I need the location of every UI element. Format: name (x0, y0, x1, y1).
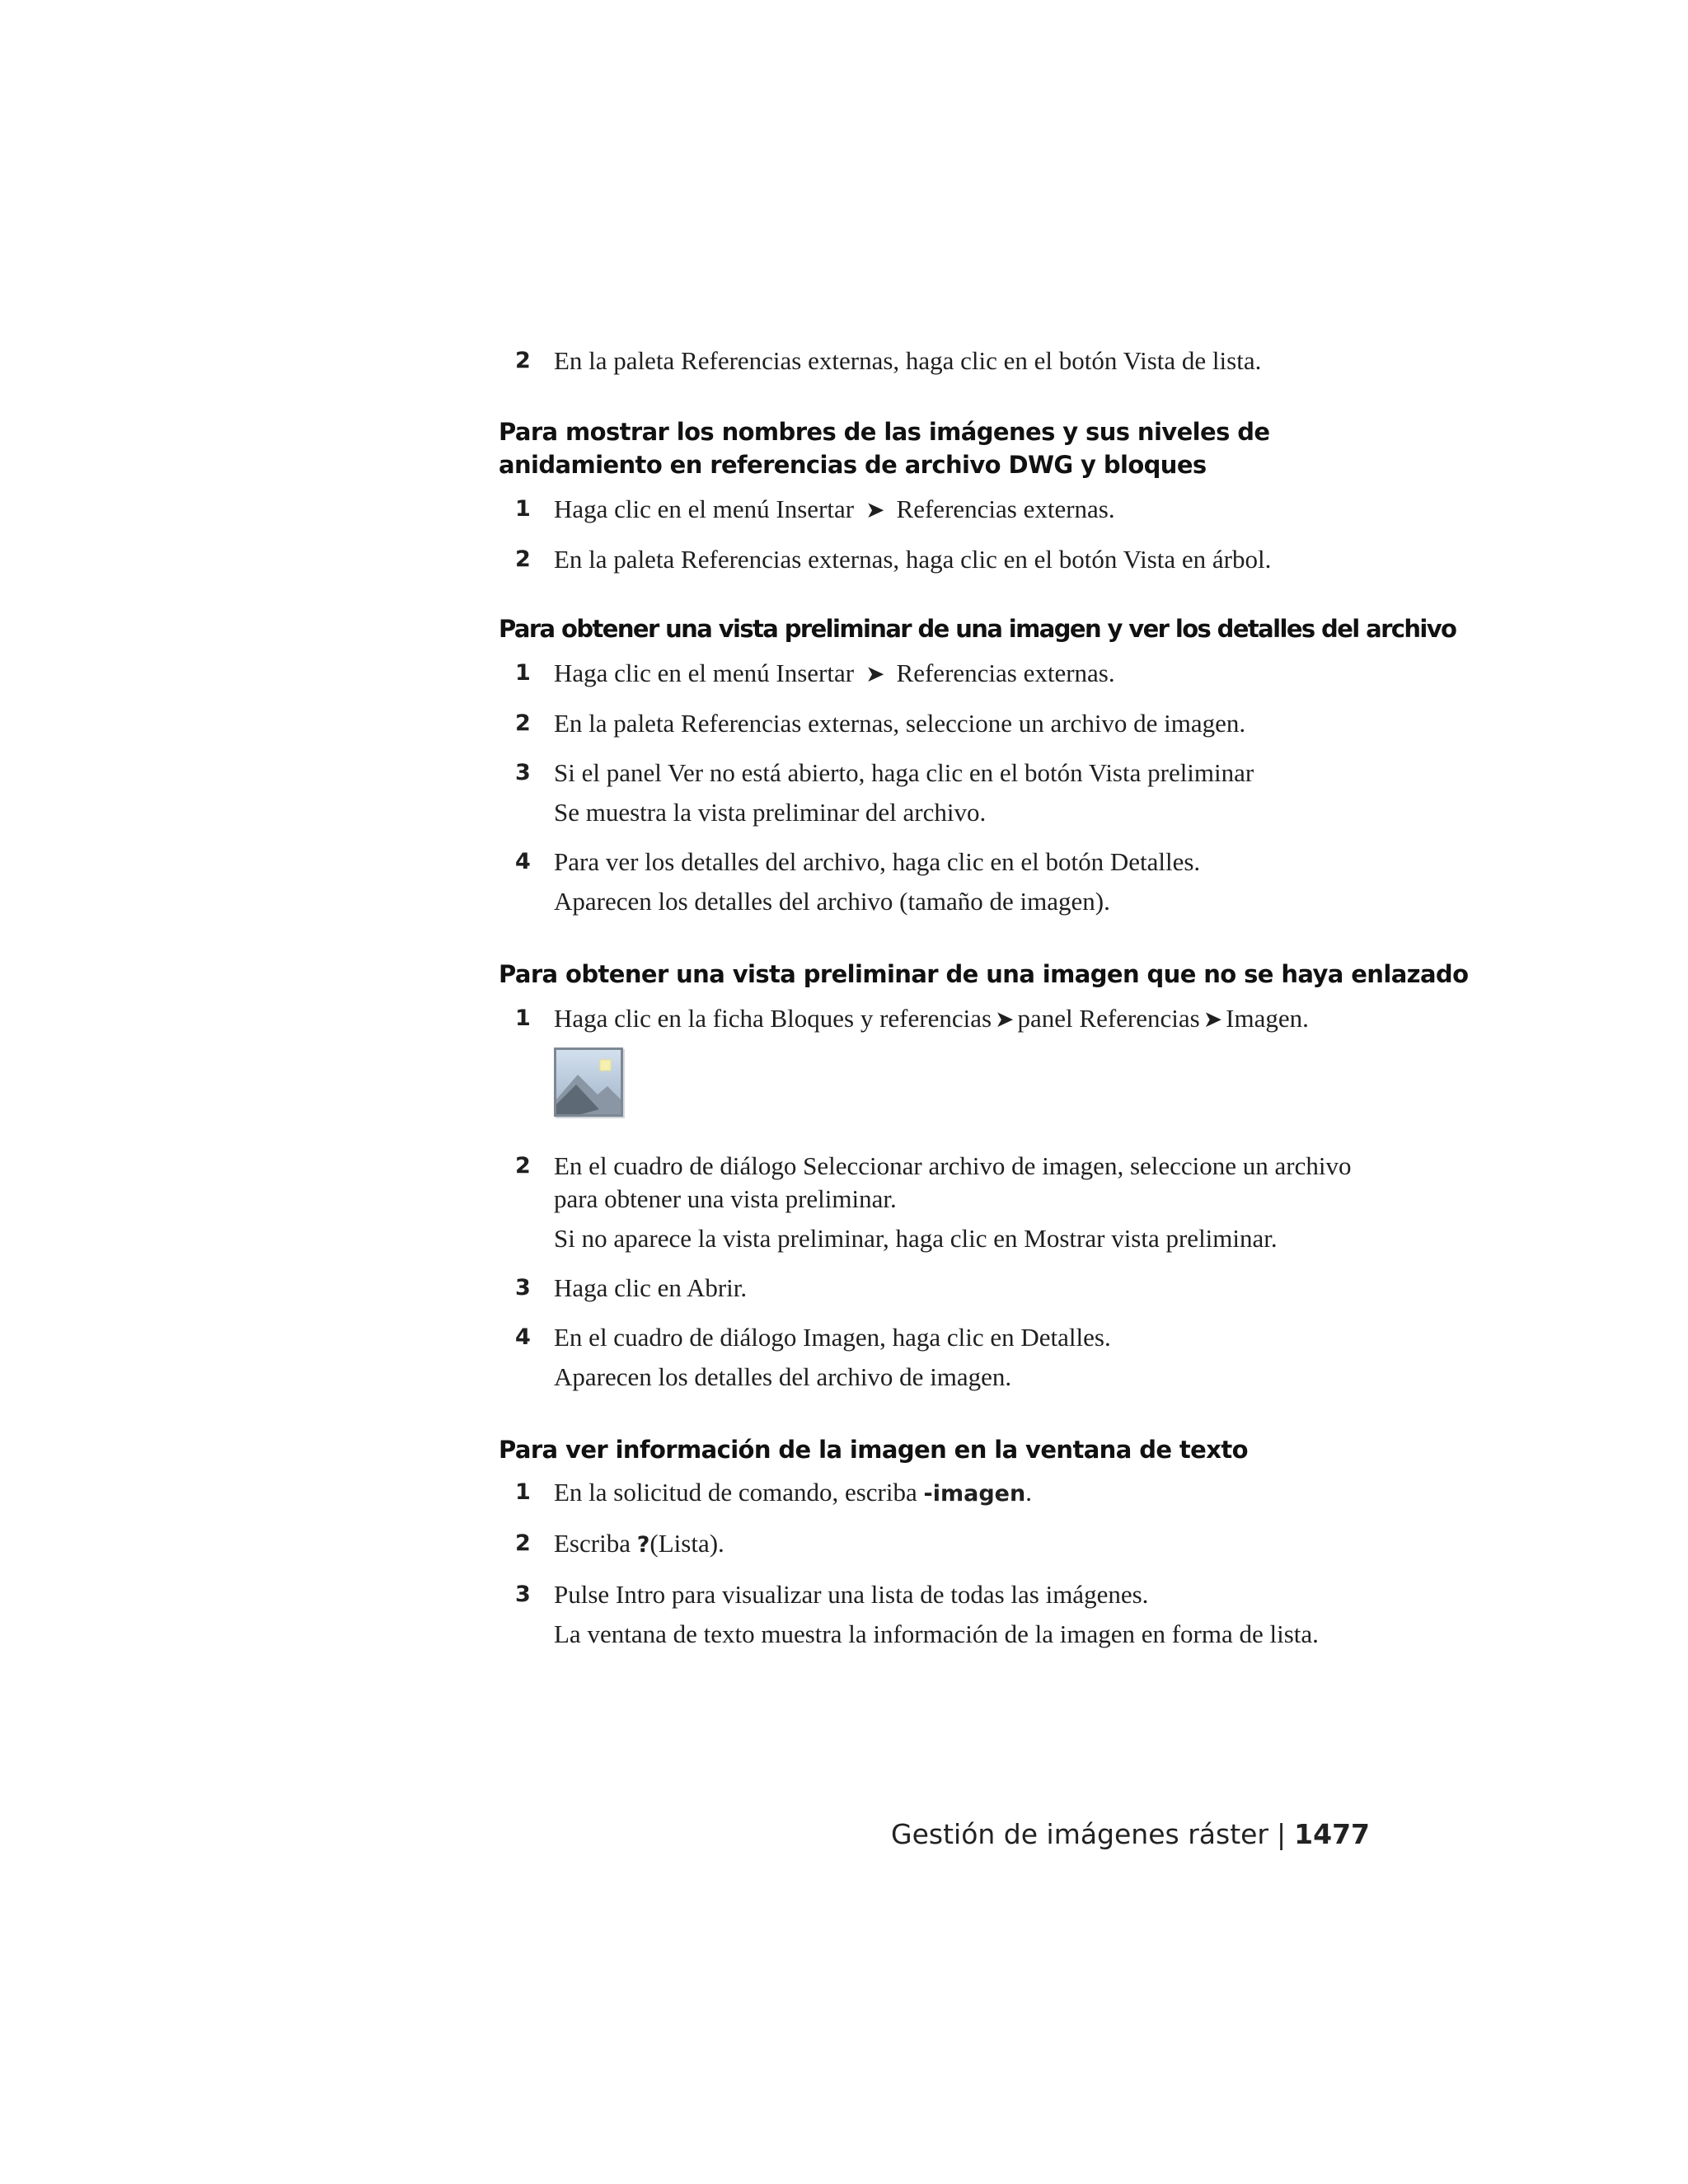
document-content (499, 344, 1469, 1667)
step-text: En el cuadro de diálogo Imagen, haga clic en Detalles. (554, 1323, 1111, 1352)
step-text: Haga clic en la ficha Bloques y referencias (554, 1004, 992, 1033)
step-text: En la paleta Referencias externas, haga clic en el botón Vista en árbol. (554, 545, 1272, 574)
step-text: Referencias externas. (896, 494, 1115, 523)
step-number: 2 (515, 1153, 531, 1179)
step-result-text: Aparecen los detalles del archivo de imagen. (554, 1362, 1012, 1391)
step-text: Si el panel Ver no está abierto, haga clic en el botón Vista preliminar (554, 758, 1254, 787)
step-text: Pulse Intro para visualizar una lista de todas las imágenes. (554, 1580, 1149, 1609)
page-number: 1477 (1294, 1818, 1370, 1850)
section-heading: Para obtener una vista preliminar de una imagen y ver los detalles del archivo (499, 615, 1456, 643)
list-item (499, 757, 1405, 829)
list-item (499, 1321, 1405, 1394)
list-item (499, 1272, 1405, 1305)
step-text: Haga clic en el menú Insertar (554, 658, 855, 687)
step-text: . (1025, 1478, 1032, 1507)
arrow-icon: ➤ (865, 496, 885, 523)
step-text: En la paleta Referencias externas, seleccione un archivo de imagen. (554, 709, 1246, 738)
command-text: -imagen (923, 1481, 1026, 1507)
step-number: 3 (515, 1582, 531, 1607)
step-number: 2 (515, 1530, 531, 1556)
step-number: 2 (515, 710, 531, 736)
step-text: En el cuadro de diálogo Seleccionar archivo de imagen, seleccione un archivo para obtener una vista preliminar. (554, 1151, 1352, 1213)
step-text: (Lista). (649, 1529, 724, 1558)
list-item (499, 707, 1405, 740)
list-item (499, 1578, 1405, 1651)
image-icon (554, 1047, 623, 1117)
step-number: 1 (515, 496, 531, 522)
step-text: En la paleta Referencias externas, haga clic en el botón Vista de lista. (554, 346, 1262, 375)
command-text: ? (636, 1532, 650, 1558)
footer-separator: | (1277, 1818, 1287, 1850)
arrow-icon: ➤ (865, 660, 885, 687)
list-item (499, 493, 1405, 527)
step-number: 1 (515, 1479, 531, 1505)
step-text: panel Referencias (1017, 1004, 1200, 1033)
step-text: Para ver los detalles del archivo, haga clic en el botón Detalles. (554, 847, 1201, 876)
page-footer (891, 1818, 1370, 1850)
arrow-icon: ➤ (995, 1005, 1015, 1033)
list-item (499, 543, 1405, 576)
step-result-text: Se muestra la vista preliminar del archivo. (554, 798, 987, 827)
step-text: Haga clic en el menú Insertar (554, 494, 855, 523)
step-text: Escriba (554, 1529, 637, 1558)
section-heading: Para obtener una vista preliminar de una imagen que no se haya enlazado (499, 960, 1469, 988)
step-text: Referencias externas. (896, 658, 1115, 687)
list-item (499, 846, 1405, 918)
section-heading: Para mostrar los nombres de las imágenes y sus niveles de anidamiento en referencias de archivo DWG y bloques (499, 418, 1270, 479)
step-text: En la solicitud de comando, escriba (554, 1478, 924, 1507)
list-item (499, 657, 1405, 691)
step-number: 3 (515, 1275, 531, 1301)
list-item (499, 1150, 1405, 1255)
step-result-text: La ventana de texto muestra la información de la imagen en forma de lista. (554, 1619, 1319, 1648)
step-number: 1 (515, 660, 531, 686)
chapter-title: Gestión de imágenes ráster (891, 1818, 1269, 1850)
step-number: 4 (515, 849, 531, 874)
step-result-text: Aparecen los detalles del archivo (tamaño de imagen). (554, 887, 1110, 916)
list-item (499, 1527, 1405, 1562)
step-number: 3 (515, 760, 531, 785)
step-number: 1 (515, 1005, 531, 1031)
step-result-text: Si no aparece la vista preliminar, haga clic en Mostrar vista preliminar. (554, 1224, 1278, 1253)
arrow-icon: ➤ (1203, 1005, 1223, 1033)
section-heading: Para ver información de la imagen en la ventana de texto (499, 1436, 1248, 1464)
step-number: 2 (515, 348, 531, 373)
list-item (499, 344, 1405, 377)
step-number: 4 (515, 1324, 531, 1350)
step-text: Imagen. (1226, 1004, 1309, 1033)
list-item (499, 1476, 1405, 1511)
list-item (499, 1002, 1405, 1125)
step-text: Haga clic en Abrir. (554, 1273, 748, 1302)
step-number: 2 (515, 546, 531, 572)
